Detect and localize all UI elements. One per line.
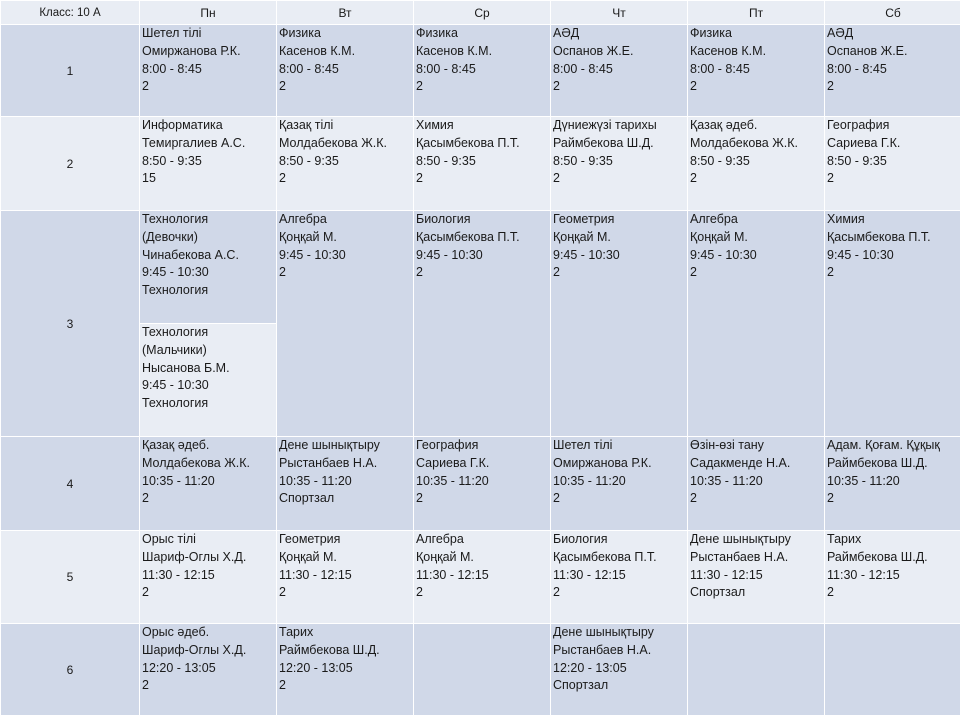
lesson-detail: Қасымбекова П.Т. xyxy=(416,229,520,244)
lesson-detail: 2 xyxy=(827,79,834,94)
lesson-detail: Нысанова Б.М. xyxy=(142,360,230,375)
lesson xyxy=(277,25,413,96)
period-number: 2 xyxy=(1,117,140,211)
lesson-cell xyxy=(277,211,414,437)
lesson-detail: 11:30 - 12:15 xyxy=(827,567,900,582)
subject-name: АӘД xyxy=(553,26,580,40)
lesson xyxy=(140,437,276,508)
lesson-detail: Қоңқай М. xyxy=(279,229,337,244)
period-number: 6 xyxy=(1,624,140,716)
lesson-cell xyxy=(277,531,414,624)
subject-name: Қазақ әдеб. xyxy=(142,438,210,452)
lesson-cell xyxy=(140,624,277,716)
lesson-detail: Шариф-Оглы Х.Д. xyxy=(142,549,247,564)
lesson-detail: 2 xyxy=(690,79,697,94)
lesson-detail: 9:45 - 10:30 xyxy=(279,247,346,262)
subject-name: Шетел тілі xyxy=(142,26,202,40)
lesson-detail: 8:00 - 8:45 xyxy=(142,61,202,76)
lesson-detail: 2 xyxy=(553,79,560,94)
period-number: 5 xyxy=(1,531,140,624)
lesson-detail: 9:45 - 10:30 xyxy=(690,247,757,262)
lesson-detail: 2 xyxy=(553,171,560,186)
subject-name: Алгебра xyxy=(416,532,464,546)
lesson-cell xyxy=(277,25,414,117)
lesson-detail: Сариева Г.К. xyxy=(827,135,901,150)
lesson-detail: 8:00 - 8:45 xyxy=(690,61,750,76)
lesson-cell xyxy=(825,25,960,117)
lesson-detail: 2 xyxy=(690,491,697,506)
lesson-detail: 8:50 - 9:35 xyxy=(142,153,202,168)
lesson-cell xyxy=(140,531,277,624)
lesson-detail: 8:00 - 8:45 xyxy=(827,61,887,76)
lesson xyxy=(551,437,687,508)
subject-name: Адам. Қоғам. Құқық xyxy=(827,438,940,452)
lesson-detail: (Мальчики) xyxy=(142,342,207,357)
lesson-detail: Раймбекова Ш.Д. xyxy=(827,455,928,470)
lesson-detail: Касенов К.М. xyxy=(279,43,356,58)
lesson-detail: 2 xyxy=(553,491,560,506)
lesson xyxy=(825,531,960,602)
lesson-detail: Технология xyxy=(142,283,209,298)
lesson-detail: 2 xyxy=(416,171,423,186)
lesson xyxy=(551,117,687,188)
lesson xyxy=(551,25,687,96)
lesson-detail: 2 xyxy=(827,171,834,186)
lesson xyxy=(277,624,413,695)
lesson-detail: Молдабекова Ж.К. xyxy=(142,455,250,470)
lesson-detail: Молдабекова Ж.К. xyxy=(690,135,798,150)
day-header: Ср xyxy=(414,1,551,25)
lesson-cell xyxy=(414,25,551,117)
lesson-detail: 2 xyxy=(827,585,834,600)
lesson xyxy=(825,437,960,508)
lesson-detail: 8:50 - 9:35 xyxy=(827,153,887,168)
lesson-detail: 8:50 - 9:35 xyxy=(279,153,339,168)
subject-name: Информатика xyxy=(142,118,223,132)
lesson-detail: 2 xyxy=(553,585,560,600)
subject-name: Алгебра xyxy=(279,212,327,226)
subject-name: Геометрия xyxy=(279,532,341,546)
lesson-detail: Қасымбекова П.Т. xyxy=(827,229,931,244)
lesson xyxy=(825,117,960,188)
period-row xyxy=(1,437,960,531)
lesson xyxy=(688,531,824,602)
lesson-cell xyxy=(688,25,825,117)
lesson-detail: Қасымбекова П.Т. xyxy=(416,135,520,150)
lesson-cell xyxy=(414,211,551,437)
lesson xyxy=(277,117,413,188)
lesson-cell xyxy=(551,624,688,716)
lesson-detail: Сариева Г.К. xyxy=(416,455,490,470)
lesson-detail: Технология xyxy=(142,396,209,411)
empty-cell xyxy=(825,624,960,716)
lesson-detail: Рыстанбаев Н.А. xyxy=(553,642,652,657)
lesson-detail: 9:45 - 10:30 xyxy=(553,247,620,262)
lesson-detail: Раймбекова Ш.Д. xyxy=(553,135,654,150)
subject-name: Тарих xyxy=(827,532,862,546)
lesson-detail: 11:30 - 12:15 xyxy=(553,567,626,582)
lesson-detail: 2 xyxy=(279,79,286,94)
subject-name: Өзін-өзі тану xyxy=(690,438,764,452)
lesson xyxy=(825,211,960,282)
lesson-cell xyxy=(414,117,551,211)
subject-name: Орыс тілі xyxy=(142,532,196,546)
lesson-cell xyxy=(551,531,688,624)
lesson xyxy=(140,531,276,602)
subject-name: География xyxy=(827,118,890,132)
lesson-detail: 11:30 - 12:15 xyxy=(690,567,763,582)
subject-name: Дүниежүзі тарихы xyxy=(553,118,657,132)
lesson-detail: 10:35 - 11:20 xyxy=(142,473,215,488)
subject-name: АӘД xyxy=(827,26,854,40)
lesson xyxy=(414,117,550,188)
subject-name: Химия xyxy=(416,118,454,132)
lesson-detail: 10:35 - 11:20 xyxy=(279,473,352,488)
lesson-detail: Рыстанбаев Н.А. xyxy=(279,455,378,470)
lesson-detail: Қасымбекова П.Т. xyxy=(553,549,657,564)
lesson-detail: 8:00 - 8:45 xyxy=(553,61,613,76)
lesson xyxy=(140,117,276,188)
lesson-detail: 8:50 - 9:35 xyxy=(690,153,750,168)
header-row xyxy=(1,1,960,25)
class-label: Класс: 10 А xyxy=(1,1,140,25)
lesson-cell xyxy=(414,437,551,531)
period-row xyxy=(1,117,960,211)
lesson-detail: Қоңқай М. xyxy=(279,549,337,564)
lesson-detail: Омиржанова Р.К. xyxy=(142,43,241,58)
lesson-detail: 8:00 - 8:45 xyxy=(416,61,476,76)
subject-name: Орыс әдеб. xyxy=(142,625,210,639)
lesson xyxy=(140,25,276,96)
lesson-detail: 2 xyxy=(416,79,423,94)
lesson-cell xyxy=(140,117,277,211)
lesson xyxy=(551,211,687,282)
lesson-detail: 8:50 - 9:35 xyxy=(553,153,613,168)
subject-name: Дене шынықтыру xyxy=(690,532,791,546)
lesson-detail: Темиргалиев А.С. xyxy=(142,135,246,150)
lesson-detail: 8:00 - 8:45 xyxy=(279,61,339,76)
lesson-detail: Чинабекова А.С. xyxy=(142,247,239,262)
day-header: Пн xyxy=(140,1,277,25)
lesson-cell xyxy=(551,211,688,437)
lesson-detail: 12:20 - 13:05 xyxy=(279,660,353,675)
lesson-detail: Спортзал xyxy=(690,585,746,600)
lesson xyxy=(414,25,550,96)
lesson-detail: 2 xyxy=(553,265,560,280)
lesson-detail: 10:35 - 11:20 xyxy=(690,473,763,488)
period-number: 1 xyxy=(1,25,140,117)
subject-name: Физика xyxy=(279,26,321,40)
lesson-detail: 11:30 - 12:15 xyxy=(416,567,489,582)
lesson xyxy=(277,531,413,602)
lesson-detail: 10:35 - 11:20 xyxy=(827,473,900,488)
lesson xyxy=(688,117,824,188)
lesson-detail: Оспанов Ж.Е. xyxy=(553,43,634,58)
lesson-detail: 2 xyxy=(279,585,286,600)
lesson-detail: Қоңқай М. xyxy=(553,229,611,244)
lesson-detail: Молдабекова Ж.К. xyxy=(279,135,387,150)
subject-name: Химия xyxy=(827,212,865,226)
lesson-detail: 2 xyxy=(416,585,423,600)
period-row xyxy=(1,531,960,624)
lesson-detail: 2 xyxy=(416,265,423,280)
lesson-cell xyxy=(825,211,960,437)
subject-name: Геометрия xyxy=(553,212,615,226)
day-header: Сб xyxy=(825,1,960,25)
subject-name: Қазақ әдеб. xyxy=(690,118,758,132)
lesson-cell xyxy=(277,437,414,531)
lesson-cell xyxy=(688,531,825,624)
lesson-detail: 2 xyxy=(690,171,697,186)
lesson-detail: 2 xyxy=(827,265,834,280)
lesson-cell xyxy=(277,624,414,716)
lesson-cell xyxy=(551,437,688,531)
lesson-cell xyxy=(688,117,825,211)
lesson-cell xyxy=(414,531,551,624)
lesson-detail: Қоңқай М. xyxy=(690,229,748,244)
empty-cell xyxy=(688,624,825,716)
day-header: Чт xyxy=(551,1,688,25)
lesson xyxy=(688,25,824,96)
subject-name: Биология xyxy=(416,212,471,226)
lesson xyxy=(277,437,413,508)
lesson-detail: 2 xyxy=(142,491,149,506)
lesson-detail: 8:50 - 9:35 xyxy=(416,153,476,168)
lesson-detail: 2 xyxy=(142,585,149,600)
lesson-cell xyxy=(140,25,277,117)
lesson-detail: 9:45 - 10:30 xyxy=(142,378,209,393)
lesson xyxy=(140,211,276,300)
lesson-detail: Садакменде Н.А. xyxy=(690,455,791,470)
lesson-cell xyxy=(140,324,277,437)
subject-name: Қазақ тілі xyxy=(279,118,334,132)
lesson-cell xyxy=(688,211,825,437)
lesson-detail: Омиржанова Р.К. xyxy=(553,455,652,470)
subject-name: География xyxy=(416,438,479,452)
lesson-detail: Спортзал xyxy=(279,491,335,506)
period-number: 3 xyxy=(1,211,140,437)
subject-name: Алгебра xyxy=(690,212,738,226)
lesson-detail: 9:45 - 10:30 xyxy=(827,247,894,262)
lesson-detail: 2 xyxy=(142,79,149,94)
subject-name: Физика xyxy=(416,26,458,40)
lesson-detail: Спортзал xyxy=(553,678,609,693)
lesson-detail: 2 xyxy=(416,491,423,506)
lesson-detail: 12:20 - 13:05 xyxy=(553,660,627,675)
lesson-detail: 2 xyxy=(279,171,286,186)
lesson xyxy=(551,531,687,602)
empty-cell xyxy=(414,624,551,716)
lesson-cell xyxy=(551,117,688,211)
lesson-detail: Рыстанбаев Н.А. xyxy=(690,549,789,564)
lesson-cell xyxy=(825,117,960,211)
lesson-cell xyxy=(825,437,960,531)
lesson-detail: 11:30 - 12:15 xyxy=(279,567,352,582)
lesson-detail: Касенов К.М. xyxy=(690,43,767,58)
lesson-detail: Қоңқай М. xyxy=(416,549,474,564)
subject-name: Дене шынықтыру xyxy=(279,438,380,452)
lesson-cell xyxy=(140,437,277,531)
lesson-detail: 2 xyxy=(690,265,697,280)
lesson-detail: 2 xyxy=(827,491,834,506)
lesson-detail: 2 xyxy=(279,678,286,693)
period-row xyxy=(1,25,960,117)
lesson-detail: 9:45 - 10:30 xyxy=(142,265,209,280)
lesson-detail: Раймбекова Ш.Д. xyxy=(279,642,380,657)
lesson xyxy=(140,624,276,695)
lesson-detail: Раймбекова Ш.Д. xyxy=(827,549,928,564)
lesson-cell xyxy=(140,211,277,324)
lesson xyxy=(277,211,413,282)
lesson-detail: Касенов К.М. xyxy=(416,43,493,58)
lesson xyxy=(688,437,824,508)
lesson xyxy=(688,211,824,282)
subject-name: Тарих xyxy=(279,625,314,639)
lesson xyxy=(551,624,687,695)
lesson xyxy=(140,324,276,413)
subject-name: Технология xyxy=(142,212,209,226)
lesson-cell xyxy=(688,437,825,531)
subject-name: Шетел тілі xyxy=(553,438,613,452)
lesson-cell xyxy=(277,117,414,211)
lesson-detail: 15 xyxy=(142,171,156,186)
lesson-cell xyxy=(825,531,960,624)
lesson-detail: 10:35 - 11:20 xyxy=(553,473,626,488)
day-header: Вт xyxy=(277,1,414,25)
lesson-cell xyxy=(551,25,688,117)
lesson-detail: Оспанов Ж.Е. xyxy=(827,43,908,58)
subject-name: Технология xyxy=(142,325,209,339)
period-row xyxy=(1,624,960,716)
lesson-detail: 2 xyxy=(142,678,149,693)
lesson-detail: 10:35 - 11:20 xyxy=(416,473,489,488)
period-number: 4 xyxy=(1,437,140,531)
subject-name: Физика xyxy=(690,26,732,40)
lesson-detail: 2 xyxy=(279,265,286,280)
lesson-detail: Шариф-Оглы Х.Д. xyxy=(142,642,247,657)
lesson xyxy=(825,25,960,96)
lesson-detail: 11:30 - 12:15 xyxy=(142,567,215,582)
subject-name: Дене шынықтыру xyxy=(553,625,654,639)
lesson-detail: 9:45 - 10:30 xyxy=(416,247,483,262)
day-header: Пт xyxy=(688,1,825,25)
subject-name: Биология xyxy=(553,532,608,546)
lesson-detail: (Девочки) xyxy=(142,229,198,244)
lesson-detail: 12:20 - 13:05 xyxy=(142,660,216,675)
lesson xyxy=(414,211,550,282)
lesson xyxy=(414,437,550,508)
period-row xyxy=(1,211,960,324)
lesson xyxy=(414,531,550,602)
